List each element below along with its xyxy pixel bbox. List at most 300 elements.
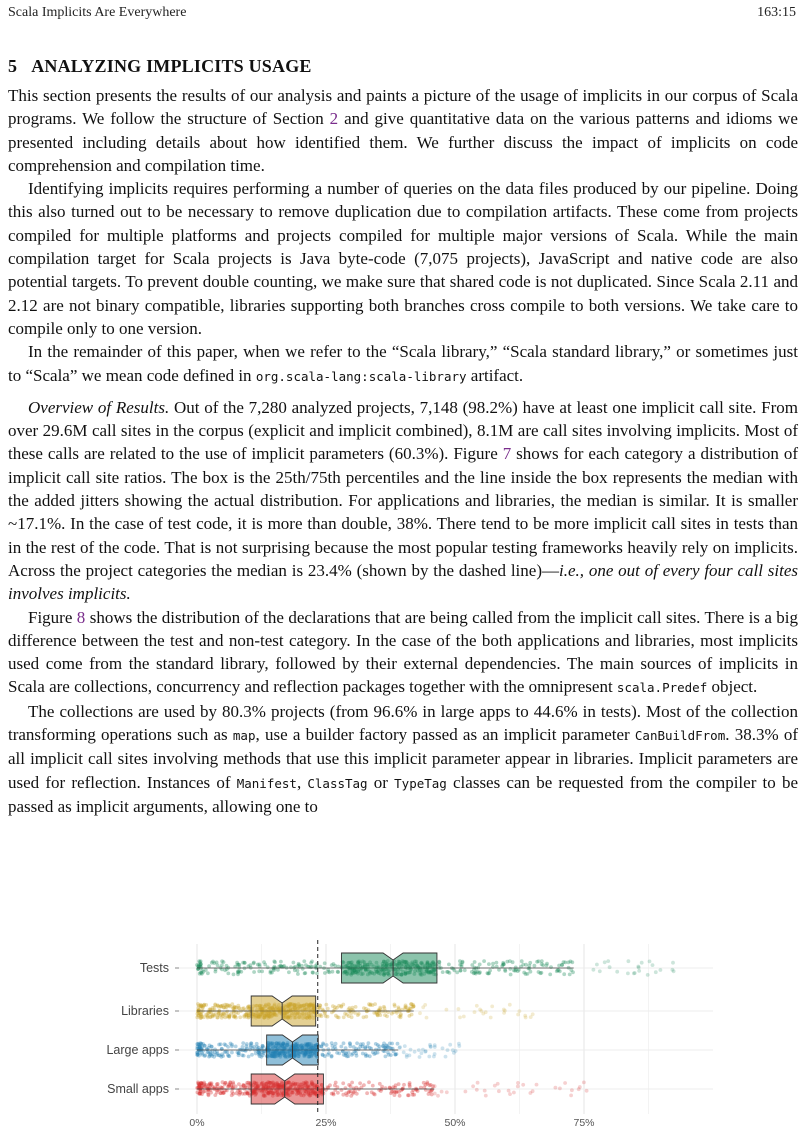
jitter-point-small-apps — [246, 1092, 250, 1096]
jitter-point-libraries — [458, 1016, 462, 1020]
jitter-point-small-apps — [202, 1089, 206, 1093]
jitter-point-libraries — [523, 1014, 527, 1018]
jitter-point-large-apps — [390, 1042, 394, 1046]
jitter-point-tests — [571, 970, 575, 974]
jitter-point-libraries — [235, 1006, 239, 1010]
paragraph-collections: The collections are used by 80.3% projects (from 96.6% in large apps to 44.6% in tests). Most of the collection transforming operations such as map, use a builder factory passed as an implicit parameter CanBuildFrom. 38.3% of all implicit call sites involving methods that use this implicit parameter appear in libraries. Implicit parameters are used for reflection. Instances of Manifest, ClassTag or TypeTag classes can be requested from the compiler to be passed as implicit arguments, allowing one to — [8, 701, 799, 816]
jitter-point-small-apps — [414, 1088, 418, 1092]
jitter-point-libraries — [353, 1011, 357, 1015]
jitter-point-large-apps — [197, 1054, 201, 1058]
jitter-point-small-apps — [476, 1081, 480, 1085]
jitter-point-large-apps — [250, 1042, 254, 1046]
jitter-point-tests — [459, 969, 463, 973]
jitter-point-libraries — [373, 1002, 377, 1006]
x-tick-label: 25% — [315, 1117, 337, 1129]
jitter-point-small-apps — [358, 1081, 362, 1085]
x-tick-label: 0% — [189, 1117, 205, 1129]
jitter-point-tests — [491, 962, 495, 966]
jitter-point-libraries — [323, 1012, 327, 1016]
jitter-point-large-apps — [417, 1048, 421, 1052]
jitter-point-large-apps — [402, 1050, 406, 1054]
jitter-point-tests — [541, 963, 545, 967]
code-typetag: TypeTag — [394, 775, 447, 791]
category-label-large-apps: Large apps — [106, 1043, 169, 1057]
jitter-point-large-apps — [344, 1046, 348, 1050]
jitter-point-large-apps — [250, 1053, 254, 1057]
jitter-point-tests — [297, 963, 301, 967]
jitter-point-tests — [225, 964, 229, 968]
jitter-point-tests — [509, 973, 513, 977]
jitter-point-libraries — [219, 1005, 223, 1009]
jitter-point-tests — [528, 967, 532, 971]
jitter-point-small-apps — [554, 1086, 558, 1090]
jitter-point-small-apps — [389, 1091, 393, 1095]
jitter-point-tests — [311, 971, 315, 975]
jitter-point-libraries — [503, 1009, 507, 1013]
jitter-point-large-apps — [347, 1051, 351, 1055]
running-head — [8, 5, 796, 23]
code-predef: scala.Predef — [616, 680, 708, 696]
jitter-point-tests — [441, 970, 445, 974]
jitter-point-libraries — [238, 1015, 242, 1019]
figure-7-ref-link[interactable]: 7 — [502, 444, 512, 464]
jitter-point-small-apps — [377, 1088, 381, 1092]
jitter-point-libraries — [508, 1003, 512, 1007]
code-canbuildfrom: CanBuildFrom — [634, 728, 726, 744]
jitter-point-large-apps — [323, 1054, 327, 1058]
jitter-point-tests — [648, 960, 652, 964]
jitter-point-large-apps — [247, 1055, 251, 1059]
jitter-point-tests — [651, 963, 655, 967]
jitter-point-libraries — [531, 1012, 535, 1016]
jitter-point-tests — [497, 968, 501, 972]
jitter-point-tests — [659, 968, 663, 972]
jitter-point-tests — [315, 972, 319, 976]
jitter-point-tests — [637, 966, 641, 970]
jitter-point-tests — [310, 960, 314, 964]
jitter-point-tests — [196, 967, 200, 971]
jitter-point-tests — [326, 968, 330, 972]
jitter-point-libraries — [320, 1014, 324, 1018]
jitter-point-tests — [263, 963, 267, 967]
jitter-point-small-apps — [402, 1083, 406, 1087]
jitter-point-large-apps — [408, 1054, 412, 1058]
jitter-point-small-apps — [429, 1090, 433, 1094]
jitter-point-small-apps — [398, 1094, 402, 1098]
jitter-point-tests — [472, 971, 476, 975]
jitter-point-libraries — [490, 1005, 494, 1009]
jitter-point-libraries — [480, 1009, 484, 1013]
jitter-point-large-apps — [413, 1050, 417, 1054]
jitter-point-libraries — [383, 1006, 387, 1010]
jitter-point-small-apps — [228, 1080, 232, 1084]
jitter-point-tests — [545, 964, 549, 968]
jitter-point-small-apps — [577, 1087, 581, 1091]
jitter-point-small-apps — [512, 1091, 516, 1095]
jitter-point-large-apps — [226, 1053, 230, 1057]
jitter-point-libraries — [247, 1007, 251, 1011]
jitter-point-small-apps — [355, 1092, 359, 1096]
jitter-point-small-apps — [349, 1094, 353, 1098]
jitter-point-large-apps — [203, 1044, 207, 1048]
category-label-tests: Tests — [139, 961, 169, 975]
jitter-point-small-apps — [350, 1081, 354, 1085]
section-ref-link[interactable]: 2 — [329, 109, 339, 129]
jitter-point-tests — [287, 970, 291, 974]
boxplot-chart — [0, 926, 804, 1132]
jitter-point-small-apps — [330, 1092, 334, 1096]
jitter-point-small-apps — [422, 1081, 426, 1085]
jitter-point-large-apps — [342, 1053, 346, 1057]
jitter-point-libraries — [225, 1005, 229, 1009]
jitter-point-libraries — [395, 1011, 399, 1015]
jitter-point-large-apps — [385, 1044, 389, 1048]
jitter-point-large-apps — [364, 1054, 368, 1058]
paragraph-intro: This section presents the results of our analysis and paints a picture of the usage of implicits in our corpus of Scala programs. We follow the structure of Section 2 and give quantitative data on the various patterns and idioms we presented including details about how identified them. We further discuss the impact of implicits on code comprehension and compilation time. — [8, 86, 798, 175]
jitter-point-small-apps — [393, 1093, 397, 1097]
jitter-point-tests — [595, 963, 599, 967]
jitter-point-tests — [521, 963, 525, 967]
jitter-point-small-apps — [334, 1081, 338, 1085]
jitter-point-libraries — [364, 1015, 368, 1019]
jitter-point-tests — [220, 959, 224, 963]
jitter-point-large-apps — [381, 1045, 385, 1049]
box-small-apps — [251, 1074, 323, 1104]
jitter-point-libraries — [411, 1005, 415, 1009]
jitter-point-large-apps — [237, 1053, 241, 1057]
jitter-point-tests — [592, 968, 596, 972]
jitter-point-tests — [646, 973, 650, 977]
jitter-point-large-apps — [418, 1055, 422, 1059]
code-map: map — [232, 728, 256, 744]
jitter-point-large-apps — [321, 1043, 325, 1047]
jitter-point-libraries — [245, 1013, 249, 1017]
jitter-point-tests — [273, 960, 277, 964]
jitter-point-libraries — [475, 1004, 479, 1008]
jitter-point-large-apps — [398, 1046, 402, 1050]
code-artifact: org.scala-lang:scala-library — [255, 368, 467, 384]
jitter-point-large-apps — [348, 1041, 352, 1045]
jitter-point-tests — [478, 963, 482, 967]
jitter-point-small-apps — [497, 1089, 501, 1093]
jitter-point-small-apps — [208, 1082, 212, 1086]
jitter-point-large-apps — [334, 1047, 338, 1051]
jitter-point-libraries — [393, 1004, 397, 1008]
jitter-point-libraries — [357, 1012, 361, 1016]
jitter-point-large-apps — [337, 1052, 341, 1056]
jitter-point-libraries — [473, 1010, 477, 1014]
jitter-point-large-apps — [201, 1053, 205, 1057]
jitter-point-small-apps — [563, 1081, 567, 1085]
jitter-point-tests — [488, 969, 492, 973]
jitter-point-small-apps — [424, 1088, 428, 1092]
jitter-point-libraries — [408, 1006, 412, 1010]
code-manifest: Manifest — [236, 775, 297, 791]
jitter-point-large-apps — [223, 1042, 227, 1046]
jitter-point-tests — [463, 968, 467, 972]
jitter-point-small-apps — [407, 1093, 411, 1097]
jitter-point-libraries — [236, 1011, 240, 1015]
category-label-libraries: Libraries — [121, 1004, 169, 1018]
jitter-point-tests — [302, 959, 306, 963]
jitter-point-tests — [207, 964, 211, 968]
jitter-point-tests — [258, 963, 262, 967]
category-label-small-apps: Small apps — [107, 1082, 169, 1096]
jitter-point-libraries — [421, 1005, 425, 1009]
jitter-point-tests — [511, 960, 515, 964]
jitter-point-small-apps — [197, 1092, 201, 1096]
jitter-point-libraries — [326, 1007, 330, 1011]
jitter-point-tests — [195, 963, 199, 967]
jitter-point-small-apps — [365, 1091, 369, 1095]
jitter-point-small-apps — [585, 1089, 589, 1093]
jitter-point-libraries — [208, 1007, 212, 1011]
jitter-point-large-apps — [342, 1041, 346, 1045]
jitter-point-large-apps — [260, 1051, 264, 1055]
jitter-point-tests — [524, 972, 528, 976]
jitter-point-large-apps — [433, 1043, 437, 1047]
jitter-point-libraries — [390, 1012, 394, 1016]
jitter-point-libraries — [242, 1006, 246, 1010]
jitter-point-tests — [637, 969, 641, 973]
jitter-point-small-apps — [206, 1093, 210, 1097]
jitter-point-small-apps — [483, 1089, 487, 1093]
figure-boxplot — [0, 926, 804, 1132]
jitter-point-small-apps — [237, 1082, 241, 1086]
jitter-point-libraries — [404, 1004, 408, 1008]
jitter-point-large-apps — [403, 1044, 407, 1048]
jitter-point-tests — [570, 960, 574, 964]
jitter-point-tests — [520, 959, 524, 963]
jitter-point-large-apps — [210, 1049, 214, 1053]
jitter-point-small-apps — [570, 1088, 574, 1092]
jitter-point-tests — [500, 964, 504, 968]
jitter-point-small-apps — [569, 1094, 573, 1098]
jitter-point-tests — [303, 971, 307, 975]
jitter-point-libraries — [385, 1014, 389, 1018]
jitter-point-large-apps — [211, 1052, 215, 1056]
jitter-point-large-apps — [441, 1046, 445, 1050]
paragraph-overview: Overview of Results. Out of the 7,280 analyzed projects, 7,148 (98.2%) have at least one implicit call site. From over 29.6M call sites in the corpus (explicit and implicit combined), 8.1M are call sites involving implicits. Most of these calls are related to the use of implicit parameters (60.3%). Figure 7 shows for each category a distribution of implicit call site ratios. The box is the 25th/75th percentiles and the line inside the box represents the median with the added jitters showing the actual distribution. For applications and libraries, the median is similar. It is smaller ~17.1%. In the case of test code, it is more than double, 38%. There tend to be more implicit call sites in tests than in the rest of the code. That is not surprising because the most popular testing frameworks heavily rely on implicits. Across the project categories the median is 23.4% (shown by the dashed line)—i.e., one out of every four call sites involves implicits. — [8, 397, 798, 604]
jitter-point-large-apps — [352, 1045, 356, 1049]
jitter-point-large-apps — [230, 1051, 234, 1055]
jitter-point-tests — [473, 966, 477, 970]
jitter-point-libraries — [425, 1016, 429, 1020]
jitter-point-libraries — [221, 1012, 225, 1016]
jitter-point-libraries — [227, 1015, 231, 1019]
jitter-point-tests — [640, 961, 644, 965]
box-libraries — [251, 996, 316, 1026]
jitter-point-libraries — [350, 1015, 354, 1019]
jitter-point-small-apps — [373, 1093, 377, 1097]
jitter-point-small-apps — [200, 1082, 204, 1086]
jitter-point-small-apps — [230, 1093, 234, 1097]
jitter-point-small-apps — [371, 1084, 375, 1088]
jitter-point-tests — [533, 964, 537, 968]
jitter-point-tests — [627, 959, 631, 963]
section-title: ANALYZING IMPLICITS USAGE — [31, 56, 312, 76]
jitter-point-large-apps — [255, 1045, 259, 1049]
jitter-point-libraries — [230, 1002, 234, 1006]
jitter-point-large-apps — [325, 1043, 329, 1047]
running-head-title: Scala Implicits Are Everywhere — [8, 5, 187, 20]
jitter-point-large-apps — [366, 1045, 370, 1049]
jitter-point-small-apps — [582, 1081, 586, 1085]
jitter-point-tests — [210, 961, 214, 965]
jitter-point-tests — [296, 972, 300, 976]
jitter-point-small-apps — [516, 1081, 520, 1085]
jitter-point-small-apps — [428, 1083, 432, 1087]
jitter-point-libraries — [354, 1005, 358, 1009]
jitter-point-small-apps — [344, 1086, 348, 1090]
jitter-point-libraries — [489, 1016, 493, 1020]
jitter-point-small-apps — [410, 1090, 414, 1094]
jitter-point-large-apps — [376, 1043, 380, 1047]
jitter-point-libraries — [202, 1004, 206, 1008]
jitter-point-large-apps — [355, 1041, 359, 1045]
figure-8-ref-link[interactable]: 8 — [76, 607, 86, 627]
jitter-point-tests — [279, 960, 283, 964]
section-number: 5 — [8, 56, 18, 76]
jitter-point-large-apps — [444, 1055, 448, 1059]
jitter-point-tests — [495, 961, 499, 965]
jitter-point-libraries — [378, 1006, 382, 1010]
jitter-point-large-apps — [226, 1045, 230, 1049]
jitter-point-libraries — [197, 1009, 201, 1013]
jitter-point-tests — [438, 960, 442, 964]
jitter-point-libraries — [418, 1011, 422, 1015]
jitter-point-tests — [567, 961, 571, 965]
jitter-point-large-apps — [448, 1043, 452, 1047]
page-number: 163:15 — [757, 5, 796, 20]
jitter-point-small-apps — [508, 1092, 512, 1096]
jitter-point-large-apps — [367, 1041, 371, 1045]
jitter-point-large-apps — [210, 1045, 214, 1049]
jitter-point-small-apps — [384, 1086, 388, 1090]
jitter-point-small-apps — [445, 1090, 449, 1094]
jitter-point-small-apps — [516, 1085, 520, 1089]
jitter-point-libraries — [341, 1003, 345, 1007]
jitter-point-libraries — [335, 1006, 339, 1010]
jitter-point-large-apps — [196, 1045, 200, 1049]
jitter-point-small-apps — [408, 1083, 412, 1087]
jitter-point-small-apps — [345, 1093, 349, 1097]
jitter-point-tests — [482, 959, 486, 963]
jitter-point-large-apps — [427, 1055, 431, 1059]
jitter-point-tests — [236, 969, 240, 973]
jitter-point-large-apps — [432, 1055, 436, 1059]
jitter-point-tests — [548, 973, 552, 977]
jitter-point-small-apps — [347, 1090, 351, 1094]
jitter-point-large-apps — [331, 1044, 335, 1048]
jitter-point-tests — [336, 970, 340, 974]
jitter-point-small-apps — [221, 1080, 225, 1084]
jitter-point-tests — [540, 959, 544, 963]
jitter-point-large-apps — [220, 1053, 224, 1057]
jitter-point-tests — [535, 960, 539, 964]
jitter-point-tests — [206, 971, 210, 975]
jitter-point-tests — [292, 961, 296, 965]
jitter-point-small-apps — [349, 1084, 353, 1088]
jitter-point-tests — [606, 959, 610, 963]
jitter-point-tests — [199, 962, 203, 966]
jitter-point-tests — [503, 969, 507, 973]
jitter-point-libraries — [362, 1006, 366, 1010]
jitter-point-tests — [232, 973, 236, 977]
jitter-point-tests — [323, 971, 327, 975]
box-tests — [341, 953, 436, 983]
jitter-point-small-apps — [242, 1084, 246, 1088]
emphasis-text: i.e., one out of every four call sites involves implicits. — [8, 560, 798, 604]
jitter-point-libraries — [410, 1013, 414, 1017]
jitter-point-large-apps — [327, 1047, 331, 1051]
jitter-point-tests — [473, 960, 477, 964]
jitter-point-large-apps — [330, 1055, 334, 1059]
jitter-point-small-apps — [336, 1091, 340, 1095]
jitter-point-tests — [478, 970, 482, 974]
jitter-point-libraries — [214, 1013, 218, 1017]
jitter-point-tests — [557, 968, 561, 972]
jitter-point-tests — [672, 969, 676, 973]
jitter-point-tests — [615, 970, 619, 974]
jitter-point-large-apps — [420, 1051, 424, 1055]
jitter-point-large-apps — [207, 1055, 211, 1059]
jitter-point-large-apps — [394, 1053, 398, 1057]
jitter-point-libraries — [374, 1011, 378, 1015]
jitter-point-tests — [226, 972, 230, 976]
jitter-point-tests — [549, 965, 553, 969]
jitter-point-small-apps — [496, 1082, 500, 1086]
jitter-point-libraries — [233, 1015, 237, 1019]
jitter-point-small-apps — [535, 1083, 539, 1087]
jitter-point-libraries — [342, 1015, 346, 1019]
body-text — [8, 84, 798, 818]
jitter-point-tests — [447, 963, 451, 967]
jitter-point-libraries — [397, 1006, 401, 1010]
jitter-point-large-apps — [339, 1045, 343, 1049]
jitter-point-tests — [458, 963, 462, 967]
jitter-point-small-apps — [367, 1080, 371, 1084]
jitter-point-libraries — [324, 1003, 328, 1007]
jitter-point-tests — [505, 960, 509, 964]
jitter-point-large-apps — [384, 1055, 388, 1059]
jitter-point-libraries — [457, 1007, 461, 1011]
jitter-point-large-apps — [229, 1042, 233, 1046]
jitter-point-libraries — [200, 1013, 204, 1017]
jitter-point-tests — [540, 971, 544, 975]
jitter-point-large-apps — [446, 1048, 450, 1052]
jitter-point-large-apps — [409, 1048, 413, 1052]
jitter-point-tests — [269, 969, 273, 973]
jitter-point-large-apps — [350, 1053, 354, 1057]
jitter-point-tests — [252, 961, 256, 965]
jitter-point-large-apps — [396, 1042, 400, 1046]
jitter-point-small-apps — [475, 1088, 479, 1092]
jitter-point-tests — [562, 972, 566, 976]
jitter-point-libraries — [345, 1013, 349, 1017]
paragraph-heading: Overview of Results. — [28, 397, 170, 417]
jitter-point-tests — [243, 961, 247, 965]
jitter-point-tests — [560, 963, 564, 967]
jitter-point-tests — [487, 962, 491, 966]
jitter-point-tests — [260, 970, 264, 974]
jitter-point-large-apps — [234, 1045, 238, 1049]
jitter-point-tests — [603, 960, 607, 964]
jitter-point-small-apps — [464, 1090, 468, 1094]
jitter-point-small-apps — [507, 1089, 511, 1093]
jitter-point-large-apps — [452, 1051, 456, 1055]
paragraph-declarations: Figure 8 shows the distribution of the declarations that are being called from the implicit call sites. There is a big difference between the test and non-test category. In the case of the both applications and libraries, most implicits used come from the standard library, followed by their external dependencies. The main sources of implicits in Scala are collections, concurrency and reflection packages together with the omnipresent scala.Predef object. — [8, 607, 798, 697]
